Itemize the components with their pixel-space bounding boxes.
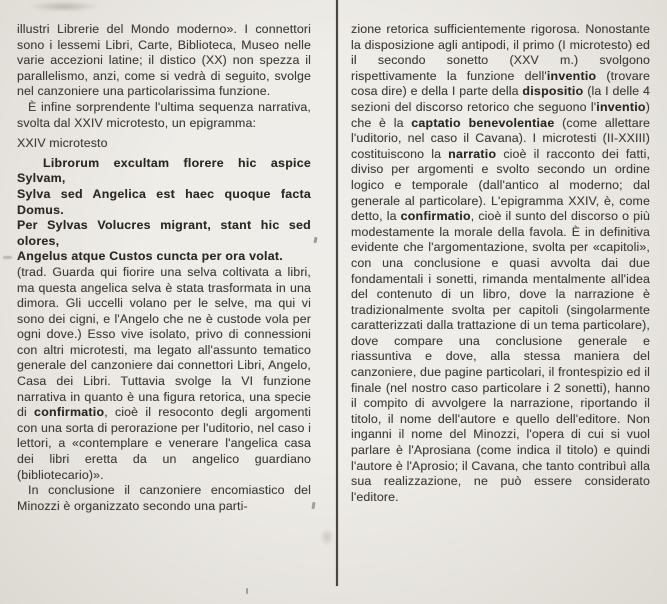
text-run: cioè il racconto dei fatti, diviso per argomenti e svolto secondo un ordine logico e temporale (dall'antico al moderno; dal generale al particolare). L'epigramma XXIV, è, come detto, la bbox=[351, 146, 651, 224]
verse-line-4 bbox=[17, 249, 311, 265]
text-run: inventio bbox=[546, 68, 597, 83]
microtesto-label bbox=[17, 136, 311, 152]
text-run: È infine sorprendente l'ultima sequenza narrativa, svolta dal XXIV microtesto, un epigramma: bbox=[17, 99, 311, 130]
text-run: , cioè il resoconto degli argomenti con una sorta di perorazione per l'uditorio, nel caso i lettori, a «contemplare e venerare l'angelica casa dei libri eretta da un angelico guardiano (bibliotecario)». bbox=[17, 405, 311, 482]
scan-speck bbox=[312, 502, 316, 509]
verse-line-1 bbox=[17, 156, 311, 187]
continuation-paragraph bbox=[351, 22, 650, 505]
text-run: confirmatio bbox=[34, 405, 105, 420]
text-run: dispositio bbox=[522, 84, 584, 99]
text-run: Librorum excultam florere hic aspice Sylvam, bbox=[17, 155, 311, 186]
text-run: (la I delle 4 sezioni del discorso retorico che seguono l' bbox=[351, 84, 651, 114]
text-run: XXIV microtesto bbox=[17, 136, 108, 151]
text-run: captatio benevolentiae bbox=[411, 115, 555, 130]
text-run: illustri Librerie del Mondo moderno». I connettori sono i lessemi Libri, Carte, Biblioteca, Museo nelle varie accezioni latine; il distico (XX) non spezza il parallelismo, anzi, come si vedrà di seguito, svolge nel canzoniere una particolarissima funzione. bbox=[17, 22, 311, 99]
text-run: Angelus atque Custos cuncta per ora volat. bbox=[17, 249, 283, 264]
text-run: In conclusione il canzoniere encomiastico del Minozzi è organizzato secondo una parti- bbox=[17, 483, 311, 513]
text-run: , cioè il sunto del discorso o più modestamente la morale della favola. È in definitiva evidente che l'argomentazione, svolta per «capitoli», con una conclusione e quasi avvolta dai due fondamentali i sonetti, rimanda mentalmente all'idea del contenuto di un libro, dove la narrazione è tradizionalmente svolta per capitoli (singolarmente caratterizzati dalla trattazione di un tema particolare), dove compare una conclusione generale e riassuntiva e dove, alla stessa maniera del canzoniere, due pagine particolari, il frontespizio ed il finale (nel nostro caso particolare i 2 sonetti), hanno il compito di avvolgere la narrazione, riportando il titolo, il nome dell'autore e quello dell'editore. Non inganni il nome del Minozzi, l'opera di cui si vuol parlare è l'Aprosiana (come indica il titolo) e quindi l'autore è l'Aprosio; il Cavana, che tanto contribuì alla sua realizzazione, ne può essere considerato l'editore. bbox=[351, 209, 650, 504]
conclusion-paragraph bbox=[17, 483, 311, 514]
text-run: confirmatio bbox=[400, 209, 471, 224]
verse-line-3 bbox=[17, 218, 311, 249]
text-run: inventio bbox=[596, 99, 646, 114]
column-left bbox=[17, 22, 311, 514]
text-run: (trad. Guarda qui fiorire una selva coltivata a libri, ma questa angelica selva è stata trasformata in una dimora. Gli uccelli volano per le selve, ma qui vi sono dei cigni, e l'Angelo che ne è custode vola per ogni dove.) Esso vive isolato, privo di connessioni con altri microtesti, ma legato all'assunto tematico generale del canzoniere dai connettori Libri, Angelo, Casa dei Libri. Tuttavia svolge la VI funzione narrativa in quanto è una figura retorica, una specie di bbox=[17, 264, 311, 420]
text-run: Per Sylvas Volucres migrant, stant hic sed olores, bbox=[17, 218, 311, 248]
column-right bbox=[351, 22, 650, 505]
epigram-intro-paragraph bbox=[17, 100, 311, 131]
scan-smudge-bottom bbox=[320, 528, 334, 546]
scan-smudge-top bbox=[28, 1, 100, 12]
text-run: zione retorica sufficientemente rigorosa. Nonostante la disposizione agli antipodi, il primo (I microtesto) ed il secondo sonetto (XXV m.) svolgono rispettivamente la funzione dell' bbox=[351, 22, 650, 83]
intro-paragraph bbox=[17, 22, 311, 100]
text-run: (come allettare l'uditorio, nel caso il Cavana). I microtesti (II-XXIII) costituiscono la bbox=[351, 115, 651, 161]
column-divider bbox=[336, 0, 338, 586]
scan-speck bbox=[313, 237, 317, 243]
text-run: (trovare cosa dire) e della I parte della bbox=[351, 68, 650, 99]
text-run: narratio bbox=[448, 146, 497, 161]
scan-speck bbox=[246, 588, 248, 594]
verse-line-2 bbox=[17, 187, 311, 218]
translation-paragraph bbox=[17, 265, 311, 483]
text-run: Sylva sed Angelica est haec quoque facta Domus. bbox=[17, 186, 311, 217]
text-run: ) che è la bbox=[351, 99, 650, 130]
scan-speck bbox=[3, 256, 12, 259]
